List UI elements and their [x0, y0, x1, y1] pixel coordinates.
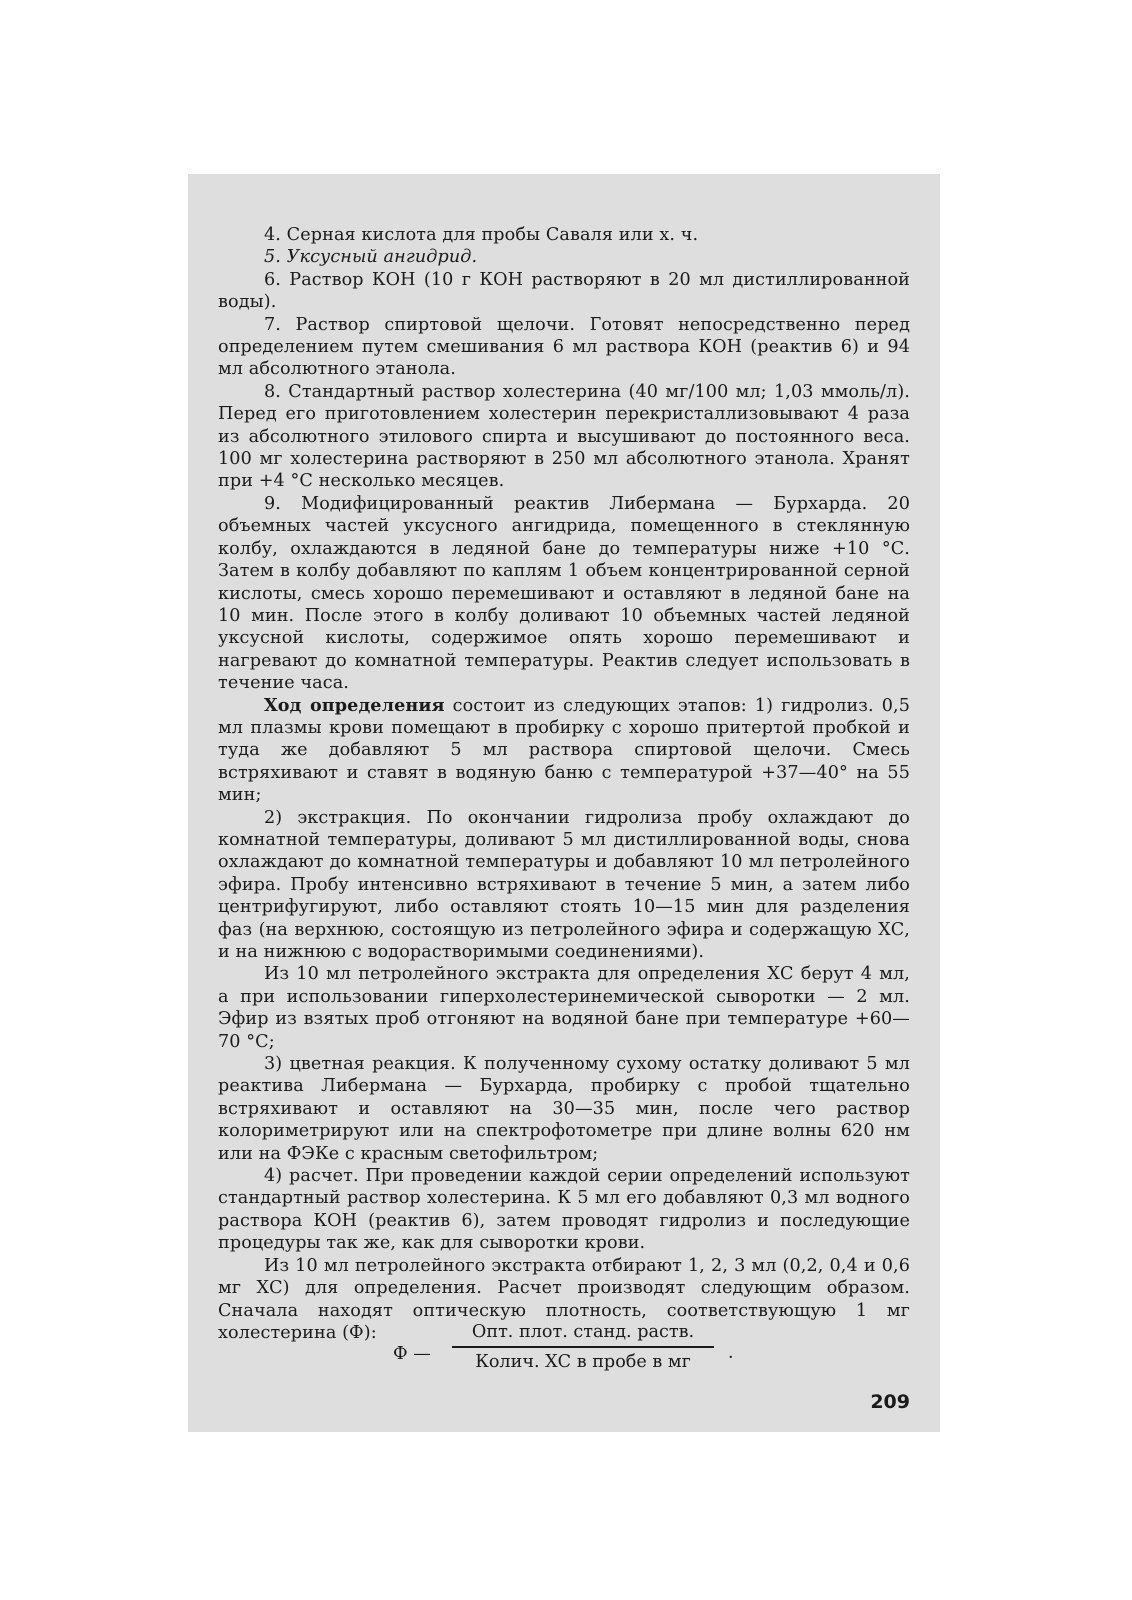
paragraph-calculation: Из 10 мл петролейного экстракта отбирают 1, 2, 3 мл (0,2, 0,4 и 0,6 мг ХС) для определения. Расчет производят следующим образом. Сначала находят оптическую плотность, соответствующую 1 мг холестерина (Ф): — [218, 1255, 910, 1343]
paragraph-item-8: 8. Стандартный раствор холестерина (40 мг/100 мл; 1,03 ммоль/л). Перед его приготовлением холестерин перекристаллизовывают 4 раза из абсолютного этилового спирта и высушивают до постоянного веса. 100 мг холестерина растворяют в 250 мл абсолютного этанола. Хранят при +4 °С несколько месяцев. — [218, 381, 910, 492]
formula-denominator: Колич. ХС в пробе в мг — [475, 1352, 691, 1372]
formula — [188, 1322, 940, 1392]
paragraph-procedure-step-4: 4) расчет. При проведении каждой серии определений используют стандартный раствор холестерина. К 5 мл его добавляют 0,3 мл водного раствора КОН (реактив 6), затем проводят гидролиз и последующие процедуры так же, как для сыворотки крови. — [218, 1166, 910, 1254]
formula-numerator: Опт. плот. станд. раств. — [471, 1322, 695, 1342]
paragraph-item-9: 9. Модифицированный реактив Либермана — Бурхарда. 20 объемных частей уксусного ангидрида, помещенного в стеклянную колбу, охлаждаются в ледяной бане до температуры ниже +10 °С. Затем в колбу добавляют по каплям 1 объем концентрированной серной кислоты, смесь хорошо перемешивают и оставляют в ледяной бане на 10 мин. После этого в колбу доливают 10 объемных частей ледяной уксусной кислоты, содержимое опять хорошо перемешивают и нагревают до комнатной температуры. Реактив следует использовать в течение часа. — [218, 493, 910, 694]
paragraph-procedure-step-3: 3) цветная реакция. К полученному сухому остатку доливают 5 мл реактива Либермана — Бурхарда, пробирку с пробой тщательно встряхивают и оставляют на 30—35 мин, после чего раствор колориметрируют или на спектрофотометре при длине волны 620 нм или на ФЭКе с красным светофильтром; — [218, 1054, 910, 1164]
paragraph-procedure-step-2: 2) экстракция. По окончании гидролиза пробу охлаждают до комнатной температуры, доливают 5 мл дистиллированной воды, снова охлаждают до комнатной температуры и добавляют 10 мл петролейного эфира. Пробу интенсивно встряхивают в течение 5 мин, а затем либо центрифугируют, либо оставляют стоять 10—15 мин для разделения фаз (на верхнюю, состоящую из петролейного эфира и содержащую ХС, и на нижнюю с водорастворимыми соединениями). — [218, 807, 910, 962]
page-number: 209 — [870, 1391, 910, 1413]
paragraph-item-6: 6. Раствор КОН (10 г КОН растворяют в 20 мл дистиллированной воды). — [218, 269, 910, 313]
paragraph-procedure-step-1 — [218, 695, 910, 807]
book-page — [188, 174, 940, 1432]
formula-fraction — [446, 1322, 720, 1372]
paragraph-item-7: 7. Раствор спиртовой щелочи. Готовят непосредственно перед определением путем смешивания 6 мл раствора КОН (реактив 6) и 94 мл абсолютного этанола. — [218, 314, 910, 380]
procedure-text: состоит из следующих этапов: 1) гидролиз. 0,5 мл плазмы крови помещают в пробирку с хорошо притертой пробкой и туда же добавляют 5 мл раствора спиртовой щелочи. Смесь встряхивают и ставят в водяную баню с температурой +37—40° на 55 мин; — [218, 695, 910, 806]
paragraph-item-4: 4. Серная кислота для пробы Саваля или х. ч. — [264, 225, 699, 245]
paragraph-item-5 — [218, 246, 910, 268]
formula-trailing-dot: · — [728, 1348, 734, 1368]
paragraph-extract-note: Из 10 мл петролейного экстракта для определения ХС берут 4 мл, а при использовании гиперхолестеринемической сыворотки — 2 мл. Эфир из взятых проб отгоняют на водяной бане при температуре +60—70 °С; — [218, 964, 910, 1052]
procedure-heading: Ход определения — [264, 694, 445, 716]
formula-lhs: Ф — — [393, 1344, 431, 1364]
italic-text: 5. Уксусный ангидрид. — [264, 247, 478, 268]
